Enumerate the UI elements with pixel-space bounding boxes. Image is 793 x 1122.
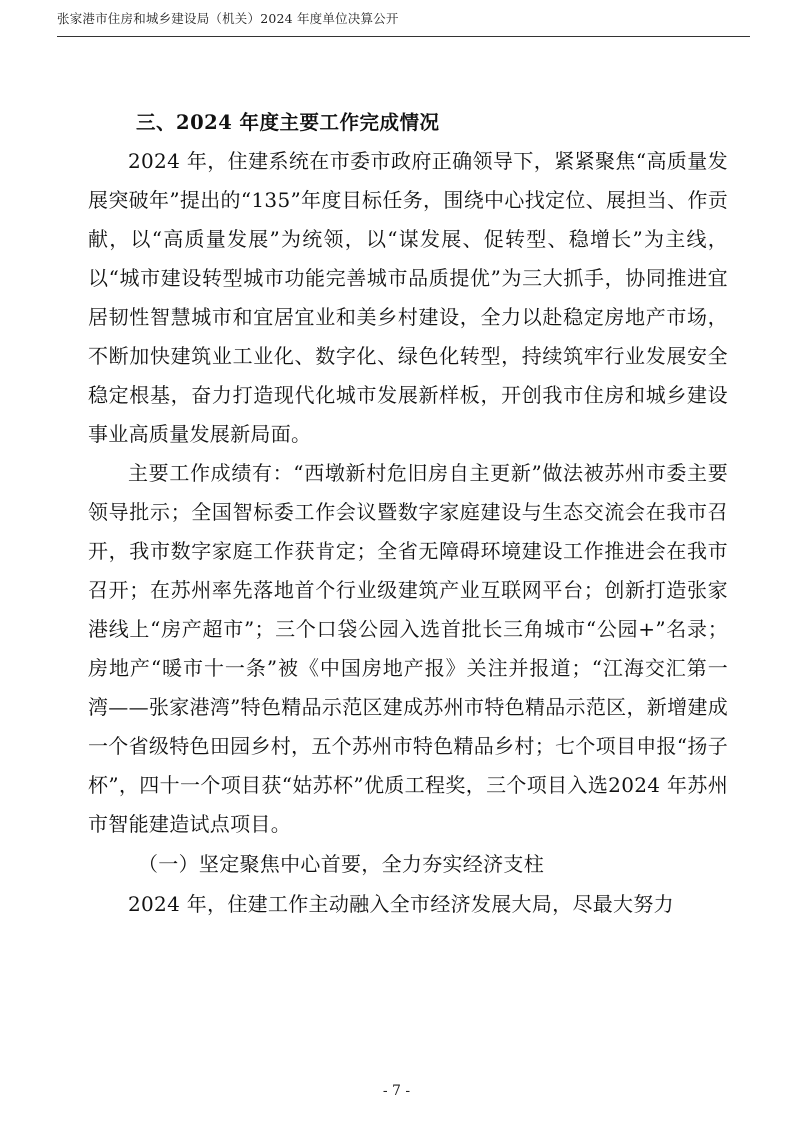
running-header: 张家港市住房和城乡建设局（机关）2024 年度单位决算公开	[57, 11, 399, 26]
document-body	[88, 104, 728, 924]
subheading-economy: （一）坚定聚焦中心首要，全力夯实经济支柱	[138, 852, 544, 876]
section-heading: 三、2024 年度主要工作完成情况	[136, 111, 440, 134]
paragraph-achievements: 主要工作成绩有：“西墩新村危旧房自主更新”做法被苏州市委主要领导批示；全国智标委工作会议暨数字家庭建设与生态交流会在我市召开，我市数字家庭工作获肯定；全省无障碍环境建设工作推进会在我市召开；在苏州率先落地首个行业级建筑产业互联网平台；创新打造张家港线上“房产超市”；三个口袋公园入选首批长三角城市“公园+”名录；房地产“暖市十一条”被《中国房地产报》关注并报道；“江海交汇第一湾——张家港湾”特色精品示范区建成苏州市特色精品示范区，新增建成一个省级特色田园乡村，五个苏州市特色精品乡村；七个项目申报“扬子杯”，四十一个项目获“姑苏杯”优质工程奖，三个项目入选2024 年苏州市智能建造试点项目。	[88, 461, 728, 836]
paragraph-overview: 2024 年，住建系统在市委市政府正确领导下，紧紧聚焦“高质量发展突破年”提出的“135”年度目标任务，围绕中心找定位、展担当、作贡献，以“高质量发展”为统领，以“谋发展、促转型、稳增长”为主线，以“城市建设转型城市功能完善城市品质提优”为三大抓手，协同推进宜居韧性智慧城市和宜居宜业和美乡村建设，全力以赴稳定房地产市场，不断加快建筑业工业化、数字化、绿色化转型，持续筑牢行业发展安全稳定根基，奋力打造现代化城市发展新样板，开创我市住房和城乡建设事业高质量发展新局面。	[88, 149, 728, 446]
header-rule	[57, 36, 750, 37]
page-number: - 7 -	[382, 1083, 411, 1099]
paragraph-economy: 2024 年，住建工作主动融入全市经济发展大局，尽最大努力	[128, 892, 674, 916]
